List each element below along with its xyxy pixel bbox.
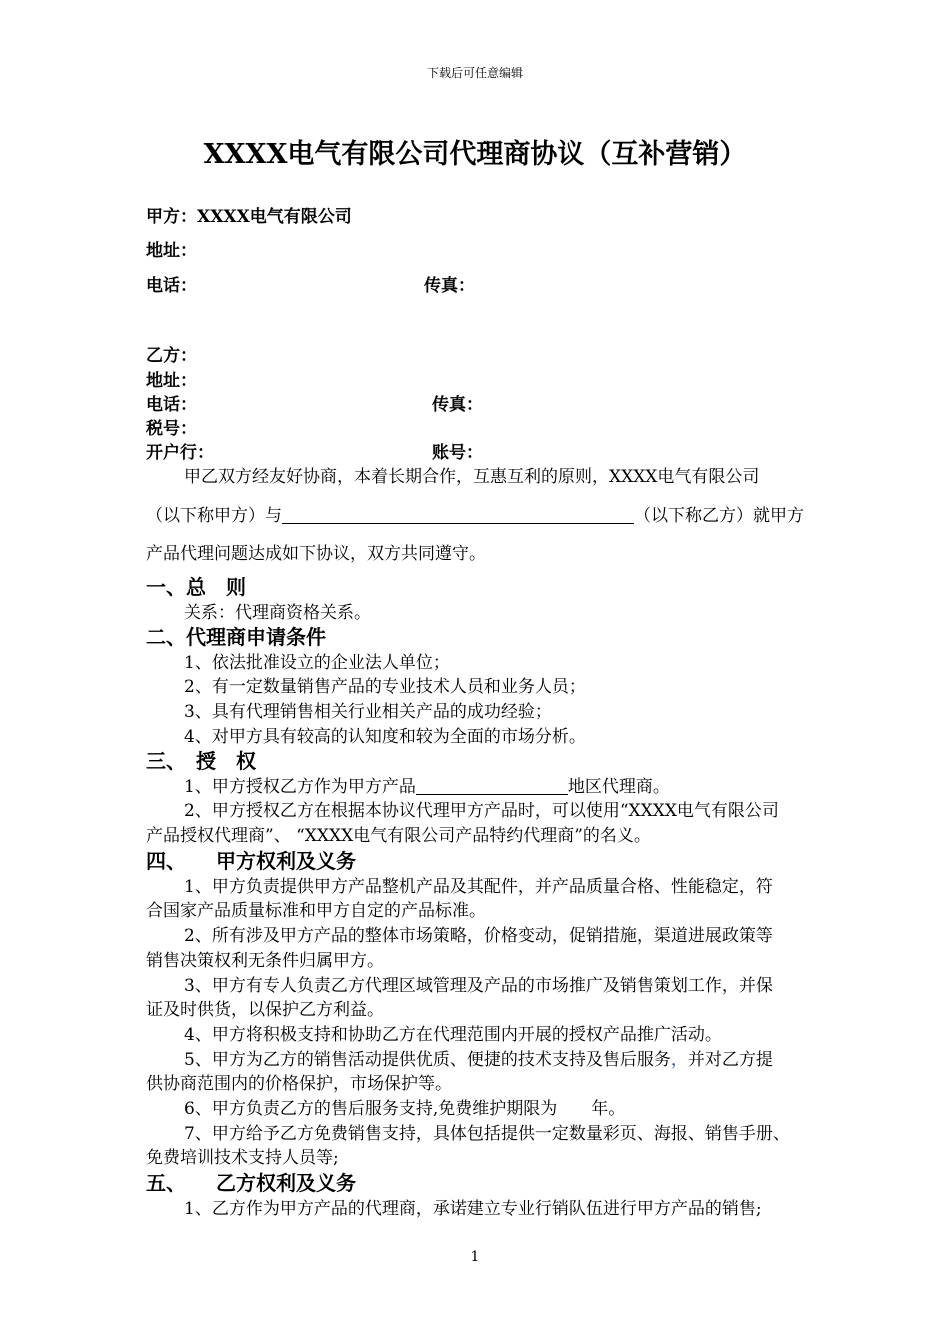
section-4-item-2-line-2: 销售决策权利无条件归属甲方。	[146, 951, 384, 971]
party-a-fax: 传真：	[424, 276, 475, 296]
section-4-item-1-line-2: 合国家产品质量标准和甲方自定的产品标准。	[146, 901, 486, 921]
section-4-item-5-line-2: 供协商范围内的价格保护，市场保护等。	[146, 1074, 452, 1094]
section-1-heading: 一、总 则	[146, 575, 246, 599]
party-b-name-blank	[282, 505, 634, 524]
section-4-heading: 四、 甲方权利及义务	[146, 849, 356, 873]
section-4-item-3-line-1: 3、甲方有专人负责乙方代理区域管理及产品的市场推广及销售策划工作，并保	[184, 976, 773, 996]
party-a-phone: 电话：	[146, 276, 197, 296]
section-4-item-5-line-1	[184, 1045, 773, 1070]
party-b-fax: 传真：	[432, 395, 483, 415]
section-3-item-1-start: 1、甲方授权乙方作为甲方产品	[184, 777, 416, 797]
intro-line-2	[146, 501, 804, 526]
section-3-item-1	[184, 772, 670, 797]
section-2-item-4: 4、对甲方具有较高的认知度和较为全面的市场分析。	[184, 727, 586, 747]
section-4-item-5-part-c: 并对乙方提	[687, 1050, 773, 1070]
section-2-heading: 二、代理商申请条件	[146, 625, 326, 649]
section-4-item-3-line-2: 证及时供货，以保护乙方利益。	[146, 1000, 384, 1020]
intro-line-2-start: （以下称甲方）与	[146, 506, 282, 526]
section-3-item-2-line-1: 2、甲方授权乙方在根据本协议代理甲方产品时，可以使用“XXXX电气有限公司	[184, 801, 779, 821]
section-4-item-1-line-1: 1、甲方负责提供甲方产品整机产品及其配件，并产品质量合格、性能稳定，符	[184, 877, 773, 897]
party-b-tax-number: 税号：	[146, 419, 197, 439]
intro-line-1: 甲乙双方经友好协商，本着长期合作，互惠互利的原则，XXXX电气有限公司	[184, 467, 760, 487]
party-b-name: 乙方：	[146, 346, 197, 366]
section-1-text: 关系：代理商资格关系。	[184, 603, 371, 623]
party-b-phone: 电话：	[146, 395, 197, 415]
party-b-bank: 开户行：	[146, 443, 214, 463]
party-b-address: 地址：	[146, 371, 197, 391]
section-2-item-1: 1、依法批准设立的企业法人单位；	[184, 653, 450, 673]
section-3-heading: 三、 授 权	[146, 749, 256, 773]
section-3-item-2-line-2: 产品授权代理商”、 “XXXX电气有限公司产品特约代理商”的名义。	[146, 826, 651, 846]
party-a-name: 甲方：XXXX电气有限公司	[146, 207, 352, 227]
page-header-note: 下载后可任意编辑	[426, 66, 523, 80]
region-blank	[416, 776, 568, 795]
section-2-item-3: 3、具有代理销售相关行业相关产品的成功经验；	[184, 702, 552, 722]
intro-line-2-end: （以下称乙方）就甲方	[634, 506, 804, 526]
party-b-account: 账号：	[432, 443, 483, 463]
page-number: 1	[470, 1249, 480, 1265]
section-4-item-6: 6、甲方负责乙方的售后服务支持,免费维护期限为 年。	[184, 1099, 626, 1119]
document-title: XXXX电气有限公司代理商协议（互补营销）	[203, 139, 747, 170]
section-4-item-5-part-a: 5、甲方为乙方的销售活动提供优质、便捷的技术支持及售后服务	[184, 1050, 671, 1070]
section-5-heading: 五、 乙方权利及义务	[146, 1171, 356, 1195]
intro-line-3: 产品代理问题达成如下协议，双方共同遵守。	[146, 544, 486, 564]
section-4-item-5-comma: ，	[670, 1050, 688, 1070]
section-2-item-2: 2、有一定数量销售产品的专业技术人员和业务人员；	[184, 677, 586, 697]
section-4-item-7-line-1: 7、甲方给予乙方免费销售支持，具体包括提供一定数量彩页、海报、销售手册、	[184, 1124, 790, 1144]
section-5-item-1: 1、乙方作为甲方产品的代理商，承诺建立专业行销队伍进行甲方产品的销售;	[184, 1199, 762, 1219]
section-4-item-2-line-1: 2、所有涉及甲方产品的整体市场策略，价格变动，促销措施，渠道进展政策等	[184, 926, 773, 946]
section-4-item-7-line-2: 免费培训技术支持人员等;	[146, 1148, 339, 1168]
section-3-item-1-end: 地区代理商。	[567, 777, 670, 797]
party-a-address: 地址：	[146, 241, 197, 261]
section-4-item-4: 4、甲方将积极支持和协助乙方在代理范围内开展的授权产品推广活动。	[184, 1025, 722, 1045]
